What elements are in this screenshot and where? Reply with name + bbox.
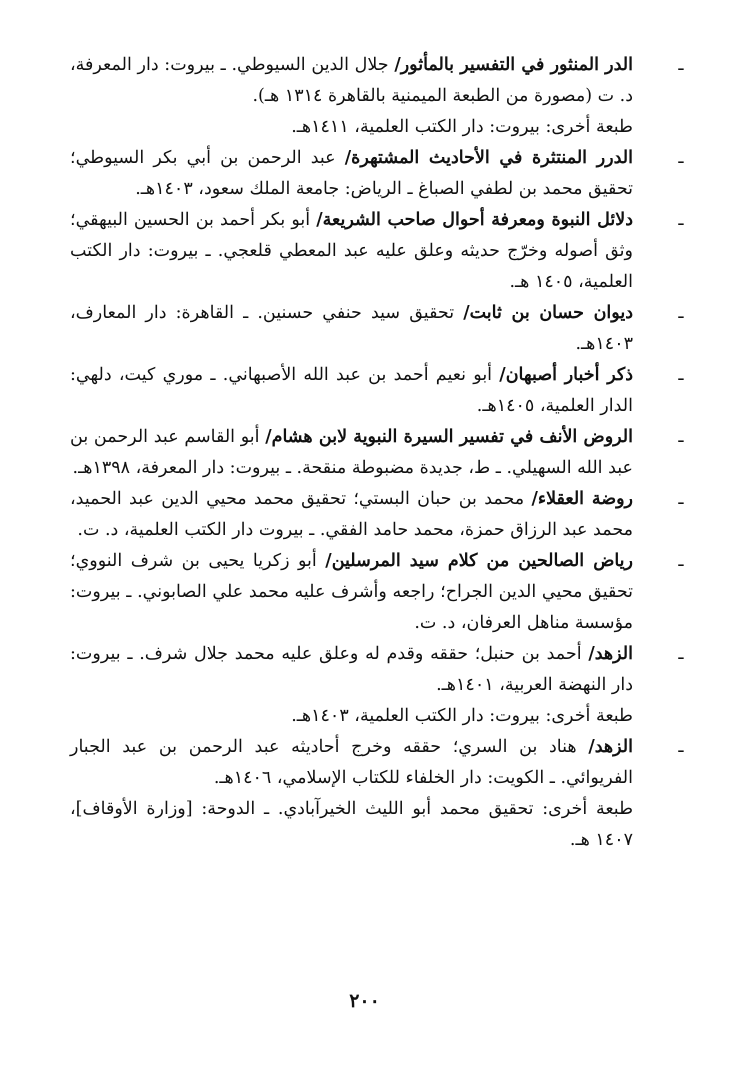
entry-bullet: ـ bbox=[678, 365, 684, 385]
entry-details: تحقيق سيد حنفي حسنين. ـ القاهرة: دار المعارف، ١٤٠٣هـ. bbox=[70, 303, 633, 354]
entry-bullet: ـ bbox=[678, 303, 684, 323]
entry-bullet: ـ bbox=[678, 489, 684, 509]
entry-bullet: ـ bbox=[678, 148, 684, 168]
bibliography-entry bbox=[70, 360, 691, 422]
other-edition: طبعة أخرى: بيروت: دار الكتب العلمية، ١٤٠٣هـ. bbox=[291, 706, 633, 726]
page-number: ٢٠٠ bbox=[349, 990, 380, 1012]
bibliography-entry bbox=[70, 422, 691, 484]
entry-details: جلال الدين السيوطي. ـ بيروت: دار المعرفة، د. ت (مصورة من الطبعة الميمنية بالقاهرة ١٣١٤ هـ). bbox=[70, 55, 633, 106]
entry-title: الدرر المنتثرة في الأحاديث المشتهرة/ bbox=[344, 148, 633, 168]
bibliography-entry bbox=[70, 298, 691, 360]
entry-bullet: ـ bbox=[678, 427, 684, 447]
entry-bullet: ـ bbox=[678, 210, 684, 230]
entry-title: رياض الصالحين من كلام سيد المرسلين/ bbox=[325, 551, 634, 571]
entry-title: الروض الأنف في تفسير السيرة النبوية لابن هشام/ bbox=[265, 427, 633, 447]
bibliography-entry bbox=[70, 484, 691, 546]
bibliography-entry bbox=[70, 732, 691, 794]
entry-details: محمد بن حبان البستي؛ تحقيق محمد محيي الدين عبد الحميد، محمد عبد الرزاق حمزة، محمد حامد الفقي. ـ بيروت دار الكتب العلمية، د. ت. bbox=[70, 489, 633, 540]
entry-title: ديوان حسان بن ثابت/ bbox=[463, 303, 633, 323]
bibliography-entry bbox=[70, 205, 691, 298]
other-edition: طبعة أخرى: بيروت: دار الكتب العلمية، ١٤١١هـ. bbox=[291, 117, 633, 137]
entry-details: أبو بكر أحمد بن الحسين البيهقي؛ وثق أصوله وخرّج حديثه وعلق عليه عبد المعطي قلعجي. ـ بيروت: دار الكتب العلمية، ١٤٠٥ هـ. bbox=[70, 210, 633, 292]
entry-details: هناد بن السري؛ حققه وخرج أحاديثه عبد الرحمن بن عبد الجبار الفريوائي. ـ الكويت: دار الخلفاء للكتاب الإسلامي، ١٤٠٦هـ. bbox=[70, 737, 633, 788]
entry-title: روضة العقلاء/ bbox=[531, 489, 633, 509]
other-edition: طبعة أخرى: تحقيق محمد أبو الليث الخيرآبادي. ـ الدوحة: [وزارة الأوقاف]، ١٤٠٧ هـ. bbox=[70, 799, 633, 850]
entry-details: أبو نعيم أحمد بن عبد الله الأصبهاني. ـ موري كيت، دلهي: الدار العلمية، ١٤٠٥هـ. bbox=[70, 365, 633, 416]
bibliography-entry bbox=[70, 639, 691, 701]
bibliography-entry bbox=[70, 50, 691, 112]
bibliography-entry bbox=[70, 546, 691, 639]
entry-title: الزهد/ bbox=[588, 644, 633, 664]
entry-bullet: ـ bbox=[678, 551, 684, 571]
entry-bullet: ـ bbox=[678, 737, 684, 757]
bibliography-list bbox=[70, 50, 691, 856]
entry-details: أبو القاسم عبد الرحمن بن عبد الله السهيلي. ـ ط، جديدة مضبوطة منقحة. ـ بيروت: دار المعرفة، ١٣٩٨هـ. bbox=[70, 427, 633, 478]
entry-details: عبد الرحمن بن أبي بكر السيوطي؛ تحقيق محمد بن لطفي الصباغ ـ الرياض: جامعة الملك سعود، ١٤٠٣هـ. bbox=[70, 148, 633, 199]
entry-details: أبو زكريا يحيى بن شرف النووي؛ تحقيق محيي الدين الجراح؛ راجعه وأشرف عليه محمد علي الصابوني. ـ بيروت: مؤسسة مناهل العرفان، د. ت. bbox=[70, 551, 633, 633]
bibliography-entry bbox=[70, 143, 691, 205]
entry-title: الدر المنثور في التفسير بالمأثور/ bbox=[394, 55, 633, 75]
entry-title: دلائل النبوة ومعرفة أحوال صاحب الشريعة/ bbox=[316, 210, 633, 230]
entry-title: الزهد/ bbox=[588, 737, 633, 757]
entry-title: ذكر أخبار أصبهان/ bbox=[499, 365, 633, 385]
entry-details: أحمد بن حنبل؛ حققه وقدم له وعلق عليه محمد جلال شرف. ـ بيروت: دار النهضة العربية، ١٤٠١هـ. bbox=[70, 644, 633, 695]
entry-bullet: ـ bbox=[678, 644, 684, 664]
entry-bullet: ـ bbox=[678, 55, 684, 75]
